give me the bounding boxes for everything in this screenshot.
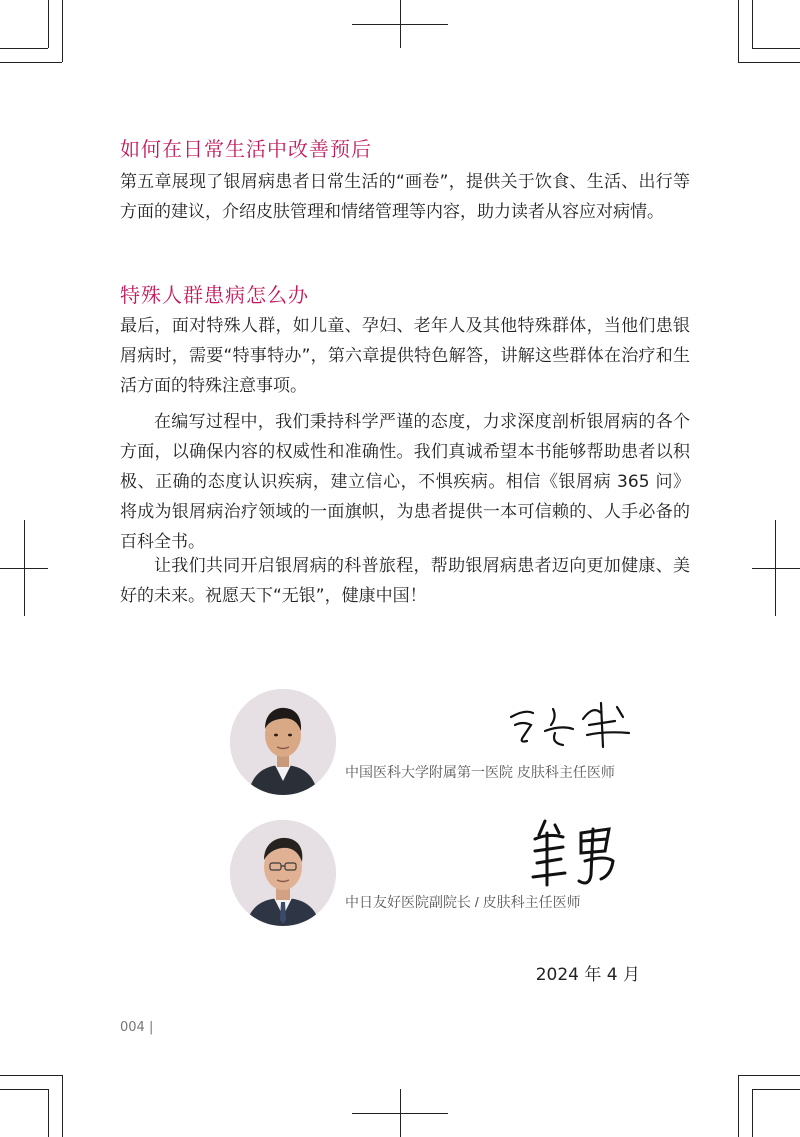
signature-author-1 xyxy=(505,695,645,759)
closing-wish: 让我们共同开启银屑病的科普旅程，帮助银屑病患者迈向更加健康、美好的未来。祝愿天下“无银”，健康中国！ xyxy=(120,556,690,606)
author-affiliation: 中日友好医院副院长 / 皮肤科主任医师 xyxy=(345,894,581,910)
page-number: 004 | xyxy=(120,1020,154,1035)
author-affiliation: 中国医科大学附属第一医院 皮肤科主任医师 xyxy=(345,764,615,780)
signature-author-2 xyxy=(525,815,625,899)
section-body-special-groups: 最后，面对特殊人群，如儿童、孕妇、老年人及其他特殊群体，当他们患银屑病时，需要“特事特办”，第六章提供特色解答，讲解这些群体在治疗和生活方面的特殊注意事项。 xyxy=(120,316,690,396)
page-number-value: 004 xyxy=(120,1020,145,1035)
author-photo-avatar xyxy=(230,820,336,926)
author-photo-avatar xyxy=(230,689,336,795)
closing-paragraph: 在编写过程中，我们秉持科学严谨的态度，力求深度剖析银屑病的各个方面，以确保内容的权威性和准确性。我们真诚希望本书能够帮助患者以积极、正确的态度认识疾病，建立信心，不惧疾病。相信《银屑病 365 问》将成为银屑病治疗领域的一面旗帜，为患者提供一本可信赖的、人手必备的百科全书。 xyxy=(120,412,690,552)
section-heading-special-groups: 特殊人群患病怎么办 xyxy=(120,283,309,307)
section-body-prognosis: 第五章展现了银屑病患者日常生活的“画卷”，提供关于饮食、生活、出行等方面的建议，介绍皮肤管理和情绪管理等内容，助力读者从容应对病情。 xyxy=(120,172,690,222)
publication-date: 2024 年 4 月 xyxy=(535,965,640,985)
section-heading-prognosis: 如何在日常生活中改善预后 xyxy=(120,137,372,161)
